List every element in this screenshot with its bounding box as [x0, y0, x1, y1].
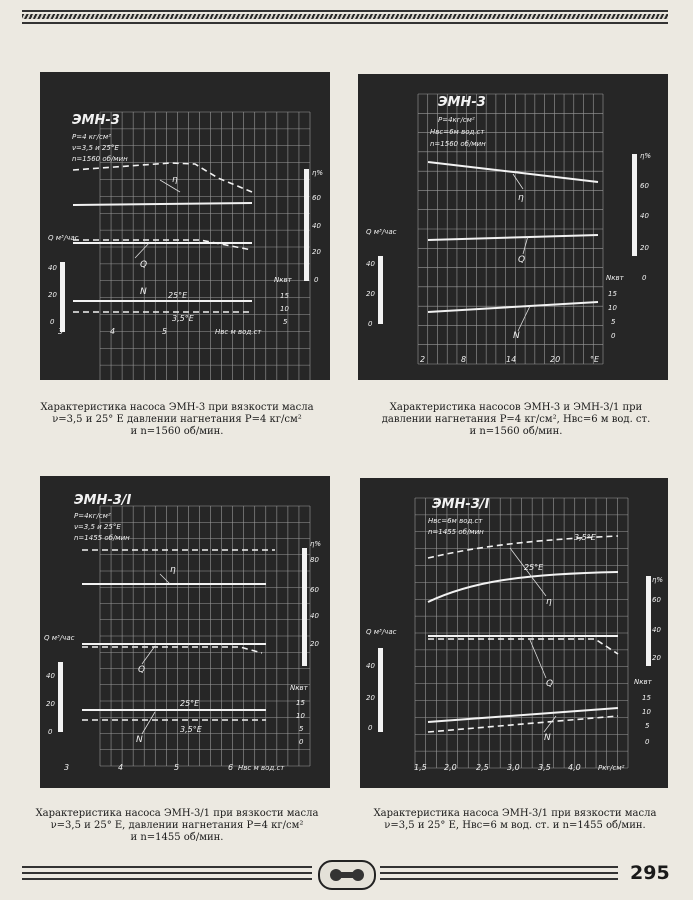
leader-q — [523, 236, 528, 254]
param-line: ν=3,5 и 25°E — [72, 144, 119, 152]
q-axis-unit: Q м³/час — [366, 628, 397, 636]
x-tick: 5 — [174, 763, 180, 772]
caption-chart-3 — [18, 808, 336, 844]
eta-tick: 40 — [310, 612, 319, 620]
x-tick: 14 — [506, 355, 517, 364]
eta-scale-bar — [646, 576, 651, 666]
chart-title-box — [428, 497, 490, 536]
curve-label-eta: η — [546, 597, 552, 607]
eta-tick: 20 — [652, 654, 661, 662]
footer-rule-left-2 — [22, 872, 312, 874]
x-tick: 2 — [420, 355, 426, 364]
curve-label-25E: 25°E — [524, 563, 544, 572]
n-curve-25E — [428, 708, 618, 722]
x-tick: 1,5 — [414, 763, 427, 772]
q-axis-unit: Q м³/час — [44, 634, 75, 642]
eta-tick: 60 — [640, 182, 649, 190]
n-tick: 10 — [296, 712, 305, 720]
curve-label-eta: η — [170, 565, 176, 575]
q-tick: 40 — [366, 260, 375, 268]
chart-emn3-pressure — [358, 74, 668, 380]
x-tick: 4 — [110, 327, 116, 336]
x-tick: 2,0 — [444, 763, 457, 772]
n-tick: 10 — [280, 305, 289, 313]
q-axis-unit: Q м³/час — [366, 228, 397, 236]
chart-title-box — [430, 95, 486, 148]
grid — [100, 112, 310, 380]
q-curve — [428, 235, 598, 240]
eta-tick: 60 — [652, 596, 661, 604]
caption-line: ν=3,5 и 25° Е давлении нагнетания P=4 кг/см² — [52, 414, 302, 425]
eta-axis-unit: η% — [640, 152, 652, 160]
eta-tick: 0 — [314, 276, 319, 284]
eta-tick: 60 — [312, 194, 321, 202]
footer-rule-left-1 — [22, 866, 312, 868]
chart-title-box — [72, 113, 128, 163]
curve-label-3-5E: 3,5°E — [574, 533, 596, 542]
grid — [100, 506, 310, 766]
leader-eta — [160, 574, 170, 584]
eta-tick: 20 — [310, 640, 319, 648]
x-tick: 3,0 — [507, 763, 520, 772]
x-tick: 3 — [58, 327, 64, 336]
q-curve-3-5E — [428, 639, 618, 654]
curve-label-q: Q — [138, 665, 146, 675]
x-tick: 4,0 — [568, 763, 581, 772]
leader-n — [544, 716, 556, 732]
q-tick: 0 — [50, 318, 55, 326]
caption-line: Характеристика насоса ЭМН-3/1 при вязкости масла — [373, 808, 657, 819]
footer-rule-right-2 — [380, 872, 618, 874]
chart-title-box — [74, 493, 132, 542]
x-axis-label: Hвс м вод.ст — [215, 328, 262, 336]
n-axis-unit: Nквт — [634, 678, 652, 686]
param-line: n=1560 об/мин — [72, 155, 128, 163]
n-axis-unit: Nквт — [606, 274, 624, 282]
param-line: n=1560 об/мин — [430, 140, 486, 148]
curve-label-n: N — [136, 735, 143, 745]
header-rope-border — [22, 14, 668, 19]
leader-q — [135, 242, 150, 258]
eta-tick: 40 — [640, 212, 649, 220]
n-tick: 10 — [642, 708, 651, 716]
chart-emn3-viscosity — [40, 72, 330, 380]
n-tick: 0 — [299, 738, 304, 746]
curve-label-3-5E: 3,5°E — [172, 314, 194, 323]
param-line: P=4 кг/см² — [72, 133, 111, 141]
caption-line: ν=3,5 и 25° Е, Hвс=6 м вод. ст. и n=1455 об/мин. — [384, 820, 646, 831]
chart-graphics — [40, 72, 330, 380]
caption-line: и n=1560 об/мин. — [469, 426, 563, 437]
n-curve — [428, 302, 598, 312]
q-tick: 20 — [48, 291, 57, 299]
param-line: n=1455 об/мин — [74, 534, 130, 542]
eta-tick: 60 — [310, 586, 319, 594]
x-tick: 4 — [118, 763, 124, 772]
eta-tick: 80 — [310, 556, 319, 564]
param-line: Hвс=6м вод.ст — [430, 128, 485, 136]
param-line: n=1455 об/мин — [428, 528, 484, 536]
x-tick: 2,5 — [476, 763, 489, 772]
x-tick: 3 — [64, 763, 70, 772]
leader-eta — [510, 548, 546, 596]
x-tick: °E — [590, 355, 600, 364]
q-tick: 0 — [48, 728, 53, 736]
param-line: P=4кг/см² — [74, 512, 111, 520]
x-axis-label: Pкг/см² — [598, 764, 625, 772]
caption-line: Характеристика насосов ЭМН-3 и ЭМН-3/1 при — [389, 402, 643, 413]
q-scale-bar — [58, 662, 63, 732]
curve-label-eta: η — [518, 193, 524, 203]
chart-title: ЭМН-3 — [72, 113, 120, 128]
q-tick: 0 — [368, 724, 373, 732]
chart-emn3-1-viscosity — [40, 476, 330, 788]
caption-chart-4 — [356, 808, 674, 832]
n-curve-3-5E — [428, 716, 618, 732]
param-line: ν=3,5 и 25°E — [74, 523, 121, 531]
caption-line: и n=1455 об/мин. — [130, 832, 224, 843]
x-axis-label: Hвс м вод.ст — [238, 764, 285, 772]
q-tick: 40 — [48, 264, 57, 272]
curve-label-n: N — [140, 287, 147, 297]
q-axis-unit: Q м³/час — [48, 234, 79, 242]
eta-tick: 20 — [640, 244, 649, 252]
chart-title: ЭМН-3/I — [74, 493, 132, 508]
n-tick: 15 — [608, 290, 617, 298]
n-tick: 10 — [608, 304, 617, 312]
chart-emn3-1-pressure — [360, 478, 668, 788]
header-rule-bottom — [22, 22, 668, 24]
chart-title: ЭМН-3/I — [432, 497, 490, 512]
n-tick: 5 — [611, 318, 616, 326]
caption-chart-1 — [18, 402, 336, 438]
curve-label-n: N — [513, 331, 520, 341]
q-scale-bar — [378, 256, 383, 324]
n-tick: 15 — [280, 292, 289, 300]
x-tick: 3,5 — [538, 763, 551, 772]
q-scale-bar — [60, 262, 65, 332]
n-tick: 0 — [645, 738, 650, 746]
x-tick: 6 — [228, 763, 234, 772]
caption-chart-2 — [358, 402, 674, 438]
curve-label-q: Q — [546, 679, 554, 689]
curve-label-q: Q — [518, 255, 526, 265]
curve-label-25E: 25°E — [168, 291, 188, 300]
eta-tick: 40 — [312, 222, 321, 230]
curve-label-n: N — [544, 733, 551, 743]
eta-axis-unit: η% — [652, 576, 664, 584]
q-tick: 40 — [366, 662, 375, 670]
caption-line: Характеристика насоса ЭМН-3 при вязкости масла — [40, 402, 314, 413]
leader-n — [518, 306, 530, 331]
q-tick: 20 — [46, 700, 55, 708]
curve-label-q: Q — [140, 260, 148, 270]
curve-label-eta: η — [172, 175, 178, 185]
eta-scale-bar — [632, 154, 637, 256]
caption-line: давлении нагнетания P=4 кг/см², Hвс=6 м вод. ст. — [381, 414, 651, 425]
eta-scale-bar — [304, 169, 309, 281]
page-number: 295 — [630, 862, 670, 884]
eta-curve-25E — [428, 572, 618, 602]
q-tick: 20 — [366, 290, 375, 298]
chart-graphics — [40, 476, 330, 788]
n-tick: 5 — [283, 318, 288, 326]
caption-line: и n=1560 об/мин. — [130, 426, 224, 437]
eta-curve — [428, 162, 598, 182]
n-axis-unit: Nквт — [274, 276, 292, 284]
header-rule-top — [22, 10, 668, 12]
n-tick: 15 — [296, 699, 305, 707]
footer-rule-right-1 — [380, 866, 618, 868]
q-tick: 0 — [368, 320, 373, 328]
n-tick: 5 — [299, 725, 304, 733]
param-line: P=4кг/см² — [438, 116, 475, 124]
n-axis-unit: Nквт — [290, 684, 308, 692]
chart-graphics — [360, 478, 668, 788]
footer-emblem-icon — [318, 860, 376, 890]
x-tick: 5 — [162, 327, 168, 336]
n-tick: 0 — [611, 332, 616, 340]
chart-title: ЭМН-3 — [438, 95, 486, 110]
x-tick: 20 — [550, 355, 561, 364]
eta-tick: 20 — [312, 248, 321, 256]
caption-line: ν=3,5 и 25° Е, давлении нагнетания P=4 кг/см² — [50, 820, 304, 831]
q-tick: 20 — [366, 694, 375, 702]
eta-tick: 40 — [652, 626, 661, 634]
n-tick: 5 — [645, 722, 650, 730]
caption-line: Характеристика насоса ЭМН-3/1 при вязкости масла — [35, 808, 319, 819]
grid — [415, 498, 628, 768]
x-tick: 8 — [461, 355, 467, 364]
q-scale-bar — [378, 648, 383, 732]
eta-axis-unit: η% — [312, 169, 324, 177]
eta-tick: 0 — [642, 274, 647, 282]
param-line: Hвс=6м вод.ст — [428, 517, 483, 525]
eta-axis-unit: η% — [310, 540, 322, 548]
footer-rule-right-3 — [380, 878, 618, 880]
leader-eta — [513, 174, 523, 189]
curve-label-25E: 25°E — [180, 699, 200, 708]
footer-rule-left-3 — [22, 878, 312, 880]
q-tick: 40 — [46, 672, 55, 680]
n-tick: 15 — [642, 694, 651, 702]
eta-scale-bar — [302, 548, 307, 666]
chart-graphics — [358, 74, 668, 380]
curve-label-3-5E: 3,5°E — [180, 725, 202, 734]
